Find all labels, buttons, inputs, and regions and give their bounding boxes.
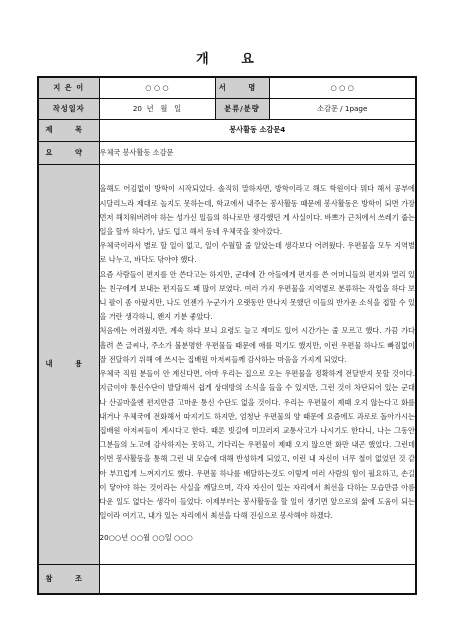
signature-value: ○ ○ ○ (269, 77, 416, 98)
subject-value: 봉사활동 소감문4 (99, 119, 416, 141)
content-body (99, 164, 416, 564)
reference-label: 참 조 (38, 564, 99, 594)
summary-form-table (37, 76, 417, 595)
document-title: 개 요 (196, 52, 268, 67)
content-paragraph: 우체국이라서 별로 할 일이 없고, 일이 수월할 줄 알았는데 생각보다 어려웠다. 우편물을 모두 지역별로 나누고, 바닥도 닦아야 했다. (99, 241, 415, 265)
author-label: 지 은 이 (38, 77, 99, 98)
summary-value: 우체국 봉사활동 소감문 (99, 141, 416, 164)
subject-label: 제 목 (38, 119, 99, 141)
content-label: 내 용 (38, 164, 99, 564)
signature-label: 서 명 (215, 77, 269, 98)
summary-label: 요 약 (38, 141, 99, 164)
reference-value (99, 564, 416, 594)
category-value: 소감문 / 1page (269, 98, 416, 119)
date-label: 작성일자 (38, 98, 99, 119)
content-paragraph: 올해도 어김없이 방학이 시작되었다. 솔직히 말하자면, 방학이라고 해도 학원이다 뭐다 해서 공부에 시달리느라 제대로 놀지도 못하는데, 학교에서 내주는 봉사활동 때문에 봉사활동은 방학이 되면 가장 먼저 해치워버려야 하는 성가신 일들의 하나로만 생각했던 게 사실이다. 바쁘가 근처에서 쓰레기 줍는 일을 할까 하다가, 날도 덥고 해서 동네 우체국을 찾아갔다. (99, 184, 415, 237)
content-paragraph: 우체국 직원 분들이 안 계신다면, 아마 우리는 집으로 오는 우편물을 정확하게 전달받지 못할 것이다. 지금이야 통신수단이 발달해서 쉽게 상대방의 소식을 들을 수 있지만, 그런 것이 차단되어 있는 군대나 산골마을엔 편지만큼 고마운 통신 수단도 없을 것이다. 우리는 우편물이 제때 오지 않는다고 화를 내거나 우체국에 전화해서 따지기도 하지만, 엄청난 우편물의 양 때문에 요즘에도 과로로 돌아가시는 집배원 아저씨들이 계시다고 한다. 때론 빗길에 미끄러져 교통사고가 나시기도 한다니, 나는 그동안 그분들의 노고에 감사하지는 못하고, 기다리는 우편물이 제때 오지 않으면 화만 내곤 했었다. 그런데 이번 봉사활동을 통해 그런 내 모습에 대해 반성하게 되었고, 이런 내 자신이 너무 철이 없었던 것 같아 부끄럽게 느껴지기도 했다. 우편물 하나를 배달하는것도 이렇게 여러 사람의 힘이 필요하고, 손길이 닿아야 하는 것이라는 사실을 깨달으며, 각자 자신이 있는 자리에서 최선을 다하는 모습만큼 아름다운 일도 없다는 생각이 들었다. 이제부터는 봉사활동을 할 일이 생기면 앞으로의 삶에 도움이 되는 일이라 여기고, 내가 있는 자리에서 최선을 다해 진심으로 봉사해야 하겠다. (99, 369, 415, 521)
content-paragraph: 처음에는 어려웠지만, 계속 하다 보니 요령도 늘고 재미도 있어 시간가는 줄 모르고 했다. 가끔 가다 흘려 쓴 글씨나, 주소가 불분명한 우편물들 때문에 애를 먹기도 했지만, 이런 우편물 하나도 빠짐없이 잘 전달하기 위해 애 쓰시는 집배원 아저씨들께 감사하는 마음을 가지게 되었다. (99, 326, 415, 364)
author-value: ○ ○ ○ (99, 77, 215, 98)
date-value: 20 년 월 일 (99, 98, 215, 119)
category-label: 분류/분량 (215, 98, 269, 119)
content-date-line: 20○○년 ○○월 ○○일 ○○○ (99, 533, 193, 543)
content-paragraph: 요즘 사람들이 편지를 안 쓴다고는 하지만, 군대에 간 아들에게 편지를 쓴 어머니들의 편지와 멀리 있는 친구에게 보내는 편지들도 꽤 많이 보였다. 여러 가지 우편물을 지역별로 분류하는 작업을 하다 보니 팔이 좀 아팠지만, 나도 언젠가 누군가가 오랫동안 만나지 못했던 이들의 반가운 소식을 접할 수 있을 거란 생각하니, 왠지 기분 좋았다. (99, 269, 415, 322)
